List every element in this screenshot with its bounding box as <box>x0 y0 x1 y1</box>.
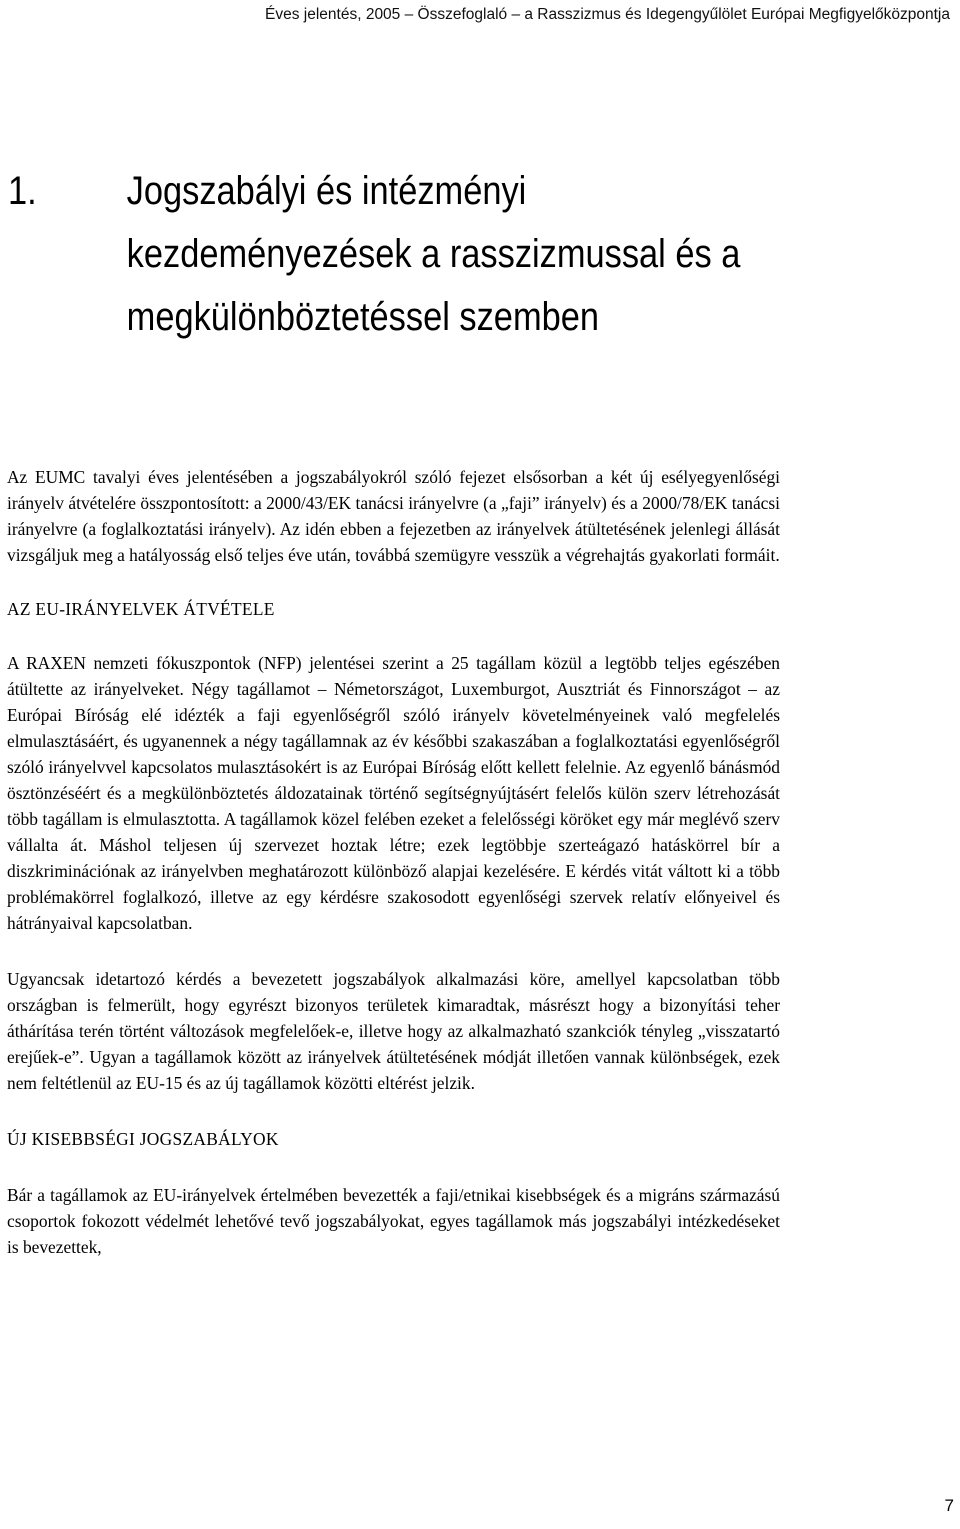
section-heading-eu-directives: AZ EU-IRÁNYELVEK ÁTVÉTELE <box>7 599 275 619</box>
chapter-number: 1. <box>8 169 37 213</box>
paragraph-minority: Bár a tagállamok az EU-irányelvek értelmében bevezették a faji/etnikai kisebbségek és a migráns származású csoportok fokozott védelmét lehetővé tevő jogszabályokat, egyes tagállamok más jogszabályi intézkedéseket is bevezettek, <box>7 1185 780 1257</box>
paragraph-intro: Az EUMC tavalyi éves jelentésében a jogszabályokról szóló fejezet elsősorban a két új esélyegyenlőségi irányelv átvételére összpontosított: a 2000/43/EK tanácsi irányelvre (a „faji” irányelv) és a 2000/78/EK tanácsi irányelvre (a foglalkoztatási irányelv). Az idén ebben a fejezetben az irányelvek átültetésének jelenlegi állását vizsgáljuk meg a hatályosság első teljes éve után, továbbá szemügyre vesszük a végrehajtás gyakorlati formáit. <box>7 467 780 565</box>
page-number: 7 <box>944 1496 954 1515</box>
paragraph-scope: Ugyancsak idetartozó kérdés a bevezetett jogszabályok alkalmazási köre, amellyel kapcsolatban több országban is felmerült, hogy egyrészt bizonyos területek kimaradtak, másrészt hogy a bizonyítási teher áthárítása terén történt változások megfelelőek-e, illetve hogy az alkalmazható szankciók tényleg „visszatartó erejűek-e”. Ugyan a tagállamok között az irányelvek átültetésének módját illetően vannak különbségek, ezek nem feltétlenül az EU-15 és az új tagállamok közötti eltérést jelzik. <box>7 969 780 1093</box>
document-body <box>7 464 780 1260</box>
chapter-title: Jogszabályi és intézményi kezdeményezések a rasszizmussal és a megkülönböztetéssel szemben <box>126 169 741 339</box>
running-header: Éves jelentés, 2005 – Összefoglaló – a Rasszizmus és Idegengyűlölet Európai Megfigyelőközpontja <box>265 6 950 23</box>
paragraph-raxen: A RAXEN nemzeti fókuszpontok (NFP) jelentései szerint a 25 tagállam közül a legtöbb teljes egészében átültette az irányelveket. Négy tagállamot – Németországot, Luxemburgot, Ausztriát és Finnországot – az Európai Bíróság elé idézték a faji egyenlőségről szóló irányelv követelményeinek való megfelelés elmulasztásáért, és ugyanennek a négy tagállamnak az év későbbi szakaszában a foglalkoztatási egyenlőségről szóló irányelvvel kapcsolatos mulasztásokért is az Európai Bíróság előtt kellett felelnie. Az egyenlő bánásmód ösztönzéséért és a megkülönböztetés áldozatainak történő segítségnyújtásért felelős külön szerv létrehozását több tagállam is elmulasztotta. A tagállamok közel felében ezeket a felelősségi köröket egy már meglévő szerv vállalta át. Máshol teljesen új szervezet hoztak létre; ezek legtöbbje szerteágazó hatáskörrel bír a diszkriminációnak az irányelvben meghatározott különböző alapjai kezelésére. E kérdés vitát váltott ki a több problémakörrel foglalkozó, illetve az egy kérdésre szakosodott egyenlőségi szervek relatív előnyeivel és hátrányaival kapcsolatban. <box>7 653 780 933</box>
section-heading-minority-laws: ÚJ KISEBBSÉGI JOGSZABÁLYOK <box>7 1129 279 1149</box>
